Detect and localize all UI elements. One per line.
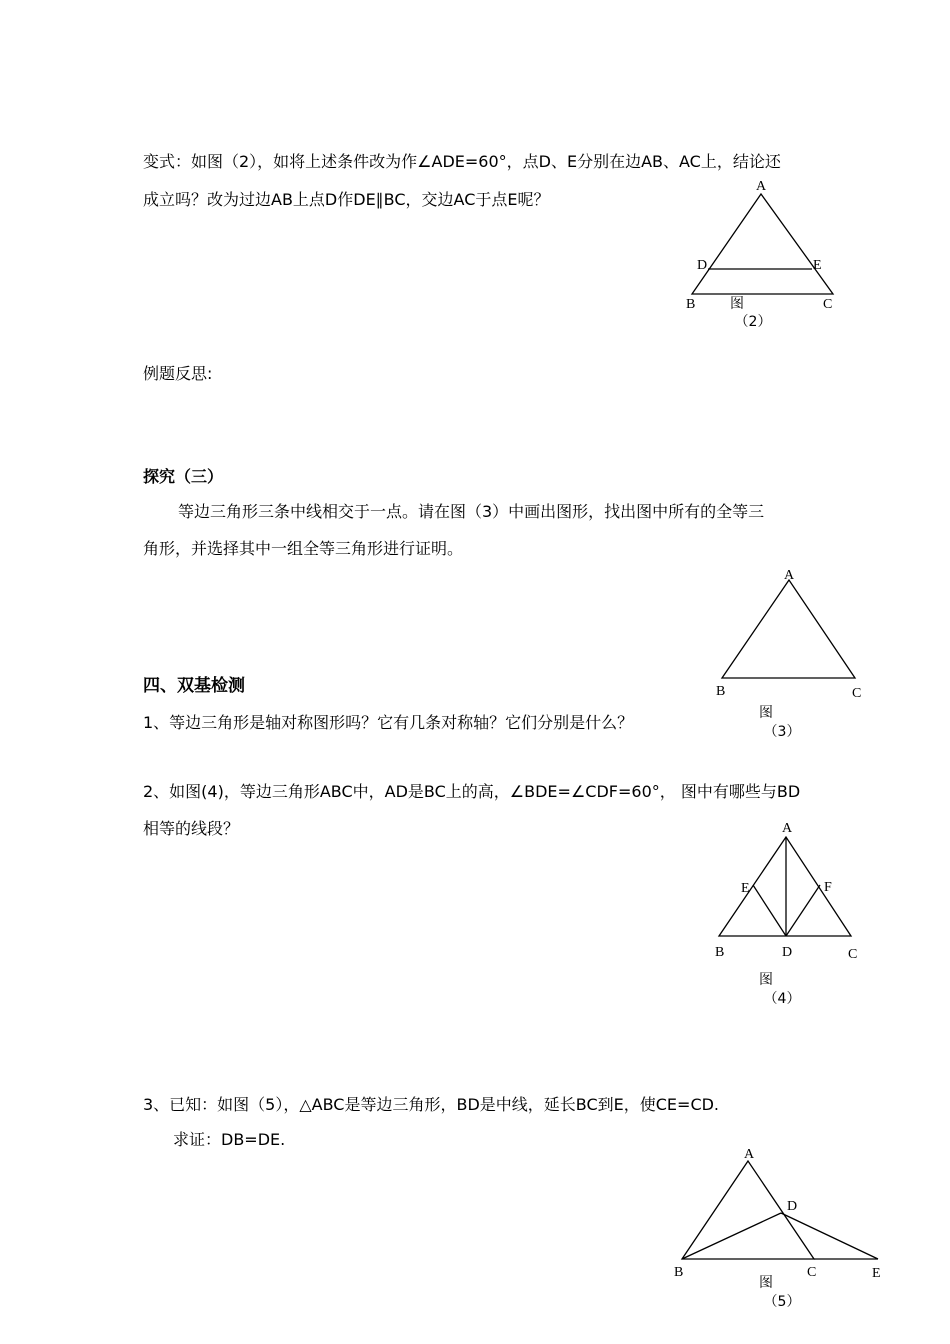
reflection-label: 例题反思: xyxy=(143,364,213,383)
fig4-label-c: C xyxy=(848,947,858,962)
section4-heading: 四、双基检测 xyxy=(143,676,245,696)
fig2-label-a: A xyxy=(756,179,767,194)
fig5-segment-de xyxy=(781,1213,878,1259)
fig3-label-a: A xyxy=(784,568,795,583)
fig4-label-d: D xyxy=(782,945,793,960)
fig4-label-e: E xyxy=(741,881,750,896)
fig2-label-e: E xyxy=(813,258,822,273)
explore3-line-1: 等边三角形三条中线相交于一点。请在图（3）中画出图形，找出图中所有的全等三 xyxy=(178,502,765,521)
fig5-caption-bottom: （5） xyxy=(763,1294,801,1310)
explore3-heading: 探究（三） xyxy=(143,467,224,486)
fig3-caption-top: 图 xyxy=(759,705,773,721)
fig3-label-b: B xyxy=(716,684,726,699)
variant-line-1: 变式：如图（2），如将上述条件改为作∠ADE=60°，点D、E分别在边AB、AC上，结论还 xyxy=(143,152,781,171)
fig2-caption-bottom: （2） xyxy=(734,314,772,330)
fig3-caption-bottom: （3） xyxy=(763,724,801,740)
fig4-caption-top: 图 xyxy=(759,972,773,988)
question-3-line-1: 3、已知：如图（5），△ABC是等边三角形，BD是中线，延长BC到E，使CE=CD. xyxy=(143,1095,720,1114)
question-3-line-2: 求证：DB=DE. xyxy=(173,1130,286,1149)
fig4-label-a: A xyxy=(782,821,793,836)
fig4-label-f: F xyxy=(824,880,832,895)
question-2-line-1: 2、如图(4)，等边三角形ABC中，AD是BC上的高，∠BDE=∠CDF=60°， 图中有哪些与BD xyxy=(143,782,801,801)
fig2-label-c: C xyxy=(823,297,833,312)
fig5-label-b: B xyxy=(674,1265,684,1280)
fig5-label-d: D xyxy=(787,1199,798,1214)
fig5-caption-top: 图 xyxy=(759,1275,773,1291)
explore3-line-2: 角形，并选择其中一组全等三角形进行证明。 xyxy=(143,539,464,558)
fig4-label-b: B xyxy=(715,945,725,960)
variant-line-2: 成立吗？改为过边AB上点D作DE∥BC，交边AC于点E呢？ xyxy=(143,190,550,209)
fig2-caption-top: 图 xyxy=(730,296,744,312)
fig2-label-d: D xyxy=(697,258,708,273)
question-1: 1、等边三角形是轴对称图形吗？它有几条对称轴？它们分别是什么？ xyxy=(143,713,634,732)
fig4-caption-bottom: （4） xyxy=(763,991,801,1007)
fig2-label-b: B xyxy=(686,297,696,312)
question-2-line-2: 相等的线段？ xyxy=(143,819,240,838)
fig5-label-e: E xyxy=(872,1266,881,1281)
fig5-label-c: C xyxy=(807,1265,817,1280)
fig5-label-a: A xyxy=(744,1147,755,1162)
fig3-label-c: C xyxy=(852,686,862,701)
